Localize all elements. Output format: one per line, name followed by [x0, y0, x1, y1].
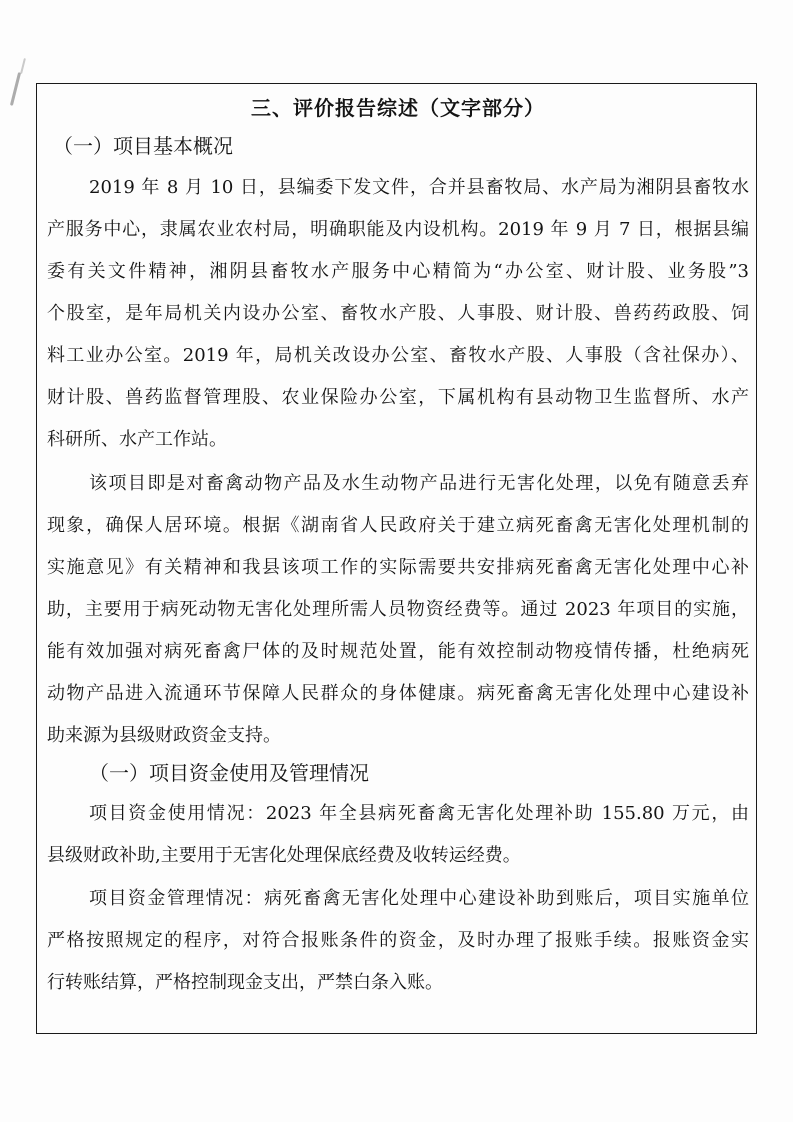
paragraph-line: 财计股、兽药监督管理股、农业保险办公室，下属机构有县动物卫生监督所、水产	[47, 387, 749, 408]
scan-artifact	[20, 58, 26, 74]
paragraph-funds-usage	[47, 793, 749, 877]
paragraph-line: 助来源为县级财政资金支持。	[47, 725, 281, 746]
paragraph-line: 委有关文件精神，湘阴县畜牧水产服务中心精简为“办公室、财计股、业务股”3	[47, 261, 749, 282]
paragraph-line: 项目资金使用情况：2023 年全县病死畜禽无害化处理补助 155.80 万元，由	[89, 803, 749, 824]
page-title: 三、评价报告综述（文字部分）	[251, 96, 545, 120]
section-heading-basic: （一）项目基本概况	[53, 134, 233, 158]
paragraph-line: 该项目即是对畜禽动物产品及水生动物产品进行无害化处理，以免有随意丢弃	[89, 473, 749, 494]
paragraph-line: 2019 年 8 月 10 日，县编委下发文件，合并县畜牧局、水产局为湘阴县畜牧水	[89, 177, 749, 198]
paragraph-line: 项目资金管理情况：病死畜禽无害化处理中心建设补助到账后，项目实施单位	[89, 888, 749, 909]
paragraph-project	[47, 463, 749, 757]
paragraph-funds-management	[47, 878, 749, 1004]
report-frame	[36, 83, 757, 1034]
paragraph-line: 能有效加强对病死畜禽尸体的及时规范处置，能有效控制动物疫情传播，杜绝病死	[47, 641, 749, 662]
paragraph-line: 产服务中心，隶属农业农村局，明确职能及内设机构。2019 年 9 月 7 日，根据县编	[47, 219, 749, 240]
paragraph-line: 动物产品进入流通环节保障人民群众的身体健康。病死畜禽无害化处理中心建设补	[47, 683, 749, 704]
paragraph-line: 行转账结算，严格控制现金支出，严禁白条入账。	[47, 972, 443, 993]
paragraph-line: 助，主要用于病死动物无害化处理所需人员物资经费等。通过 2023 年项目的实施，	[47, 599, 749, 620]
paragraph-line: 县级财政补助,主要用于无害化处理保底经费及收转运经费。	[47, 845, 521, 866]
paragraph-line: 现象，确保人居环境。根据《湖南省人民政府关于建立病死畜禽无害化处理机制的	[47, 515, 749, 536]
paragraph-overview	[47, 167, 749, 461]
paragraph-line: 科研所、水产工作站。	[47, 429, 227, 450]
paragraph-line: 料工业办公室。2019 年，局机关改设办公室、畜牧水产股、人事股（含社保办）、	[47, 345, 749, 366]
scan-artifact	[10, 72, 21, 106]
paragraph-line: 个股室，是年局机关内设办公室、畜牧水产股、人事股、财计股、兽药药政股、饲	[47, 303, 749, 324]
paragraph-line: 严格按照规定的程序，对符合报账条件的资金，及时办理了报账手续。报账资金实	[47, 930, 749, 951]
section-heading-funds: （一）项目资金使用及管理情况	[89, 761, 369, 785]
paragraph-line: 实施意见》有关精神和我县该项工作的实际需要共安排病死畜禽无害化处理中心补	[47, 557, 749, 578]
